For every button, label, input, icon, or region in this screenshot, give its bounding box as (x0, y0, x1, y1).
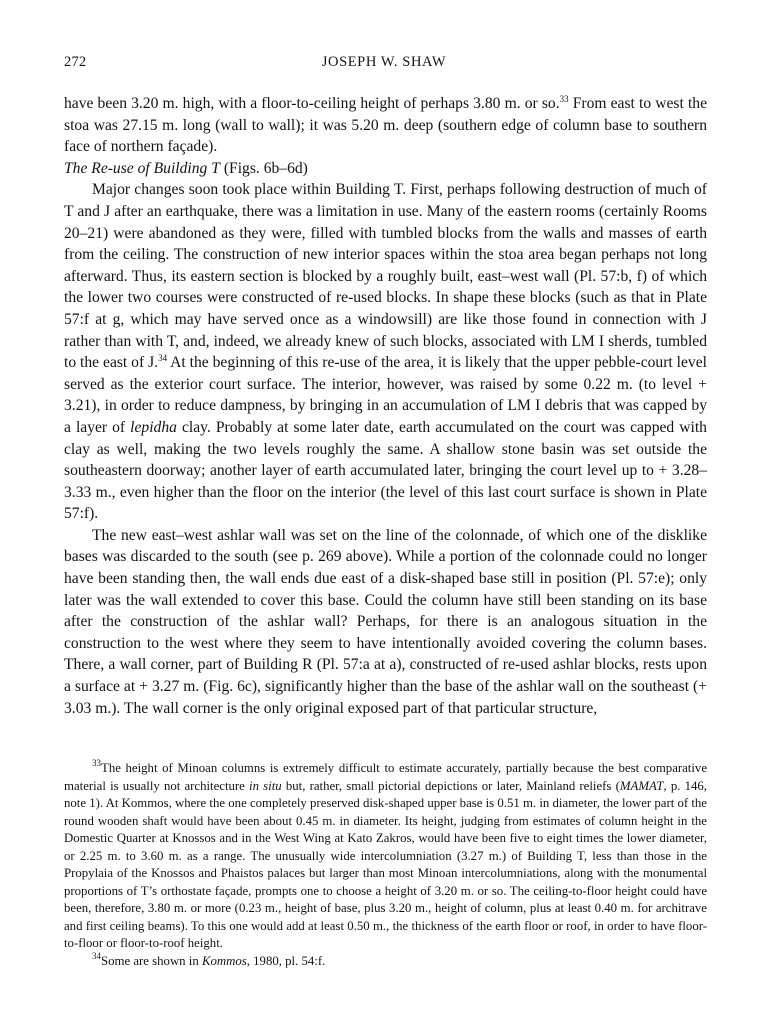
page-header (64, 54, 704, 74)
paragraph: Major changes soon took place within Building T. First, perhaps following destruction of much of T and J after an earthquake, there was a limitation in use. Many of the eastern rooms (certainly Rooms 20–21) were abandoned as they were, filled with tumbled blocks from the walls and masses of earth from the ceiling. The construction of new interior spaces within the stoa area began perhaps not long afterward. Thus, its eastern section is blocked by a roughly built, east–west wall (Pl. 57:b, f) of which the lower two courses were constructed of re-used blocks. In shape these blocks (such as that in Plate 57:f at g, which may have served once as a windowsill) are like those found in connection with J rather than with T, and, indeed, we already knew of such blocks, associated with LM I sherds, tumbled to the east of J.$^{34}$ At the beginning of this re-use of the area, it is likely that the upper pebble-court level served as the exterior court surface. The interior, however, was raised by some 0.22 m. (to level + 3.21), in order to reduce dampness, by bringing in an accumulation of LM I debris that was capped by a layer of lepidha clay. Probably at some later date, earth accumulated on the court was capped with clay as well, making the two levels roughly the same. A shallow stone basin was set outside the southeastern doorway; another layer of earth accumulated later, bringing the court level up to + 3.28–3.33 m., even higher than the floor on the interior (the level of this last court surface is shown in Plate 57:f). (64, 181, 707, 523)
footnote-marker: 34 (92, 950, 101, 961)
paragraph-continuation: have been 3.20 m. high, with a floor-to-ceiling height of perhaps 3.80 m. or so.$^{33}$ From east to west the stoa was 27.15 m. long (wall to wall); it was 5.20 m. deep (southern edge of column base to southern face of northern façade). (64, 94, 708, 156)
footnote-marker: 33 (92, 758, 101, 768)
running-head: JOSEPH W. SHAW (321, 54, 447, 70)
section-heading: The Re-use of Building T (Figs. 6b–6d) (64, 159, 308, 177)
footnote-33: $^{33}$The height of Minoan columns is extremely difficult to estimate accurately, partially because the best comparative material is usually not architecture in situ but, rather, small pictorial depictions or later, Mainland reliefs (MAMAT, p. 146, note 1). At Kommos, where the one completely preserved disk-shaped upper base is 0.51 m. in diameter, the lower part of the round wooden shaft would have been about 0.45 m. in diameter. Its height, judging from estimates of column height in the Domestic Quarter at Knossos and in the West Wing at Kato Zakros, would have been five to eight times the lower diameter, or 2.25 m. to 3.60 m. as a range. The unusually wide intercolumniation (3.27 m.) of Building T, less than those in the Propylaia of the Knossos and Phaistos palaces but larger than most Minoan intercolumniations, along with the monumental proportions of T’s orthostate façade, prompts one to choose a height of 3.20 m. or so. The ceiling-to-floor height could have been, therefore, 3.80 m. or more (0.23 m., height of base, plus 3.20 m., height of column, plus at least 0.40 m. for architrave and first ceiling beams). To this one would add at least 0.50 m., the thickness of the earth floor or roof, in order to have floor-to-floor or floor-to-roof height. (64, 758, 707, 950)
page-number: 272 (64, 54, 87, 70)
main-text (64, 93, 707, 719)
footnote-34: $^{34}$Some are shown in Kommos, 1980, pl. 54:f. (92, 950, 326, 968)
footnote-ref-33[interactable]: 33 (559, 94, 569, 104)
footnote-ref-34[interactable]: 34 (158, 353, 168, 364)
paragraph: The new east–west ashlar wall was set on the line of the colonnade, of which one of the disklike bases was discarded to the south (see p. 269 above). While a portion of the colonnade could no longer have been standing then, the wall ends due east of a disk-shaped base still in position (Pl. 57:e); only later was the wall extended to cover this base. Could the column have still been standing on its base after the construction of the ashlar wall? Perhaps, for there is an analogous situation in the construction to the west where they seem to have intentionally avoided covering the column bases. There, a wall corner, part of Building R (Pl. 57:a at a), constructed of re-used ashlar blocks, rests upon a surface at + 3.27 m. (Fig. 6c), significantly higher than the base of the ashlar wall on the southeast (+ 3.03 m.). The wall corner is the only original exposed part of that particular structure, (64, 526, 707, 717)
footnotes (64, 760, 707, 970)
